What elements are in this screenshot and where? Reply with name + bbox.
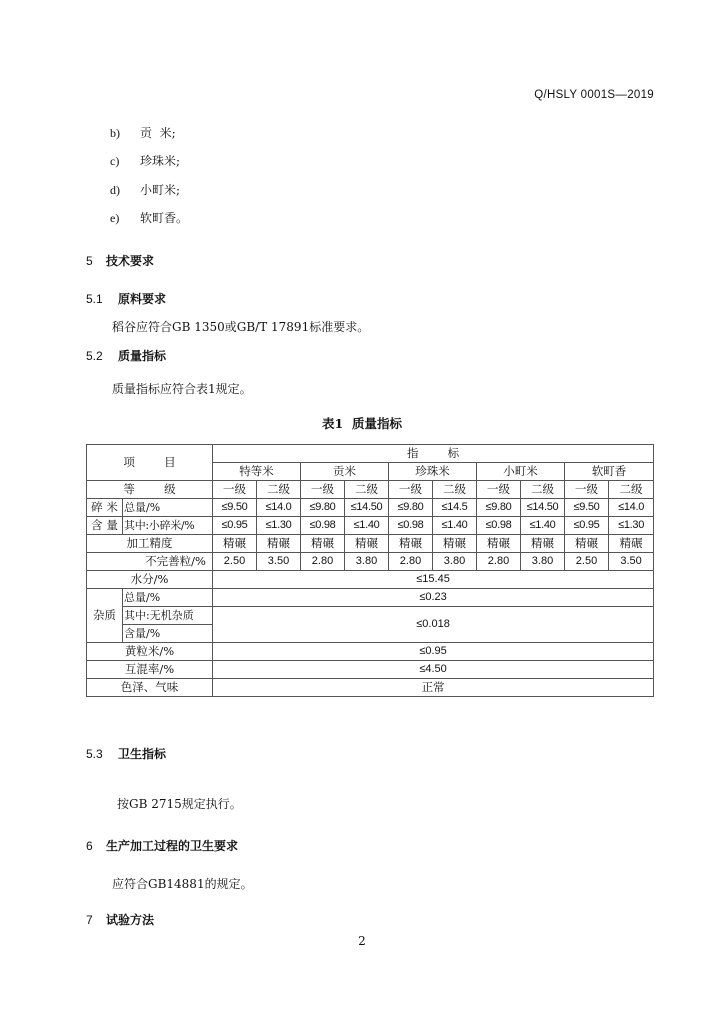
table-caption: 表1 质量指标 (322, 416, 402, 431)
section-heading-5-2 (86, 347, 166, 364)
broken-small-value: ≤1.30 (257, 517, 301, 535)
processing-value: 精碾 (213, 535, 257, 553)
list-marker: c) (110, 154, 120, 168)
moisture-label: 水分/% (87, 571, 213, 589)
paragraph-production: 应符合GB14881的规定。 (112, 877, 253, 891)
broken-group-label-1: 碎 米 (87, 499, 123, 517)
list-item (110, 152, 180, 169)
broken-total-value: ≤14.0 (257, 499, 301, 517)
list-text: 贡 米; (140, 126, 176, 140)
section-title: 生产加工过程的卫生要求 (106, 839, 239, 853)
broken-total-value: ≤9.50 (213, 499, 257, 517)
grade-label: 等 级 (87, 481, 213, 499)
section-title: 卫生指标 (118, 747, 167, 761)
list-marker: b) (110, 126, 120, 140)
processing-value: 精碾 (565, 535, 609, 553)
impurity-total-label: 总量/% (123, 589, 213, 607)
broken-total-value: ≤9.80 (477, 499, 521, 517)
grade-cell: 一级 (565, 481, 609, 499)
section-number: 5.1 (86, 292, 103, 306)
imperfect-value: 2.80 (477, 553, 521, 571)
broken-total-value: ≤14.50 (521, 499, 565, 517)
grade-cell: 一级 (301, 481, 345, 499)
broken-small-value: ≤1.30 (609, 517, 654, 535)
section-heading-5-1 (86, 290, 166, 307)
index-header: 指 标 (213, 445, 654, 463)
broken-small-value: ≤0.95 (213, 517, 257, 535)
processing-value: 精碾 (389, 535, 433, 553)
list-text: 珍珠米; (140, 154, 181, 168)
section-title: 试验方法 (106, 913, 155, 927)
section-title: 技术要求 (106, 254, 155, 268)
broken-small-label: 其中:小碎米/% (123, 517, 213, 535)
impurity-inorganic-label-2: 含量/% (123, 625, 213, 643)
broken-total-value: ≤14.50 (345, 499, 389, 517)
item-header: 项 目 (87, 445, 213, 481)
processing-value: 精碾 (301, 535, 345, 553)
broken-small-value: ≤1.40 (521, 517, 565, 535)
processing-value: 精碾 (521, 535, 565, 553)
list-marker: d) (110, 183, 120, 197)
imperfect-value: 3.50 (609, 553, 654, 571)
broken-small-value: ≤0.98 (477, 517, 521, 535)
processing-value: 精碾 (433, 535, 477, 553)
broken-small-value: ≤0.95 (565, 517, 609, 535)
section-number: 5.3 (86, 747, 103, 761)
paragraph-quality: 质量指标应符合表1规定。 (112, 382, 252, 396)
broken-small-value: ≤0.98 (301, 517, 345, 535)
list-item (110, 124, 176, 141)
paragraph-hygiene: 按GB 2715规定执行。 (117, 797, 242, 811)
broken-total-value: ≤9.80 (389, 499, 433, 517)
yellow-label: 黄粒米/% (87, 643, 213, 661)
mixed-value: ≤4.50 (213, 661, 654, 679)
broken-small-value: ≤1.40 (345, 517, 389, 535)
section-heading-5-3 (86, 745, 166, 762)
grade-cell: 二级 (257, 481, 301, 499)
list-marker: e) (110, 211, 120, 225)
grade-cell: 二级 (433, 481, 477, 499)
imperfect-value: 2.80 (389, 553, 433, 571)
category-header: 特等米 (213, 463, 301, 481)
broken-total-label: 总量/% (123, 499, 213, 517)
imperfect-value: 2.80 (301, 553, 345, 571)
imperfect-value: 3.80 (521, 553, 565, 571)
section-heading-5 (86, 252, 154, 269)
broken-total-value: ≤14.0 (609, 499, 654, 517)
category-header: 珍珠米 (389, 463, 477, 481)
imperfect-value: 3.50 (257, 553, 301, 571)
processing-label: 加工精度 (87, 535, 213, 553)
grade-cell: 二级 (609, 481, 654, 499)
color-label: 色泽、气味 (87, 679, 213, 697)
section-title: 质量指标 (118, 349, 167, 363)
grade-cell: 一级 (213, 481, 257, 499)
processing-value: 精碾 (345, 535, 389, 553)
quality-table (86, 444, 654, 697)
broken-group-label-2: 含 量 (87, 517, 123, 535)
impurity-inorganic-label-1: 其中:无机杂质 (123, 607, 213, 625)
category-header: 软町香 (565, 463, 654, 481)
imperfect-value: 2.50 (565, 553, 609, 571)
grade-cell: 一级 (389, 481, 433, 499)
section-heading-6 (86, 837, 238, 854)
broken-total-value: ≤9.50 (565, 499, 609, 517)
color-value: 正常 (213, 679, 654, 697)
processing-value: 精碾 (257, 535, 301, 553)
grade-cell: 二级 (521, 481, 565, 499)
impurity-inorganic-value: ≤0.018 (213, 607, 654, 643)
section-number: 5 (86, 254, 93, 268)
section-number: 7 (86, 913, 93, 927)
list-item (110, 209, 188, 226)
document-code: Q/HSLY 0001S—2019 (534, 89, 654, 101)
section-title: 原料要求 (118, 292, 167, 306)
broken-total-value: ≤14.5 (433, 499, 477, 517)
broken-total-value: ≤9.80 (301, 499, 345, 517)
impurity-group-label: 杂质 (87, 589, 123, 643)
imperfect-label: 不完善粒/% (87, 553, 213, 571)
category-header: 贡米 (301, 463, 389, 481)
imperfect-value: 3.80 (345, 553, 389, 571)
section-heading-7 (86, 911, 154, 928)
section-number: 5.2 (86, 349, 103, 363)
broken-small-value: ≤0.98 (389, 517, 433, 535)
processing-value: 精碾 (477, 535, 521, 553)
list-item (110, 181, 180, 198)
impurity-total-value: ≤0.23 (213, 589, 654, 607)
imperfect-value: 2.50 (213, 553, 257, 571)
list-text: 小町米; (140, 183, 181, 197)
grade-cell: 一级 (477, 481, 521, 499)
section-number: 6 (86, 839, 93, 853)
page-number: 2 (358, 934, 366, 948)
broken-small-value: ≤1.40 (433, 517, 477, 535)
yellow-value: ≤0.95 (213, 643, 654, 661)
list-text: 软町香。 (140, 211, 189, 225)
grade-cell: 二级 (345, 481, 389, 499)
processing-value: 精碾 (609, 535, 654, 553)
paragraph-raw-material: 稻谷应符合GB 1350或GB/T 17891标准要求。 (112, 320, 370, 334)
moisture-value: ≤15.45 (213, 571, 654, 589)
category-header: 小町米 (477, 463, 565, 481)
imperfect-value: 3.80 (433, 553, 477, 571)
mixed-label: 互混率/% (87, 661, 213, 679)
